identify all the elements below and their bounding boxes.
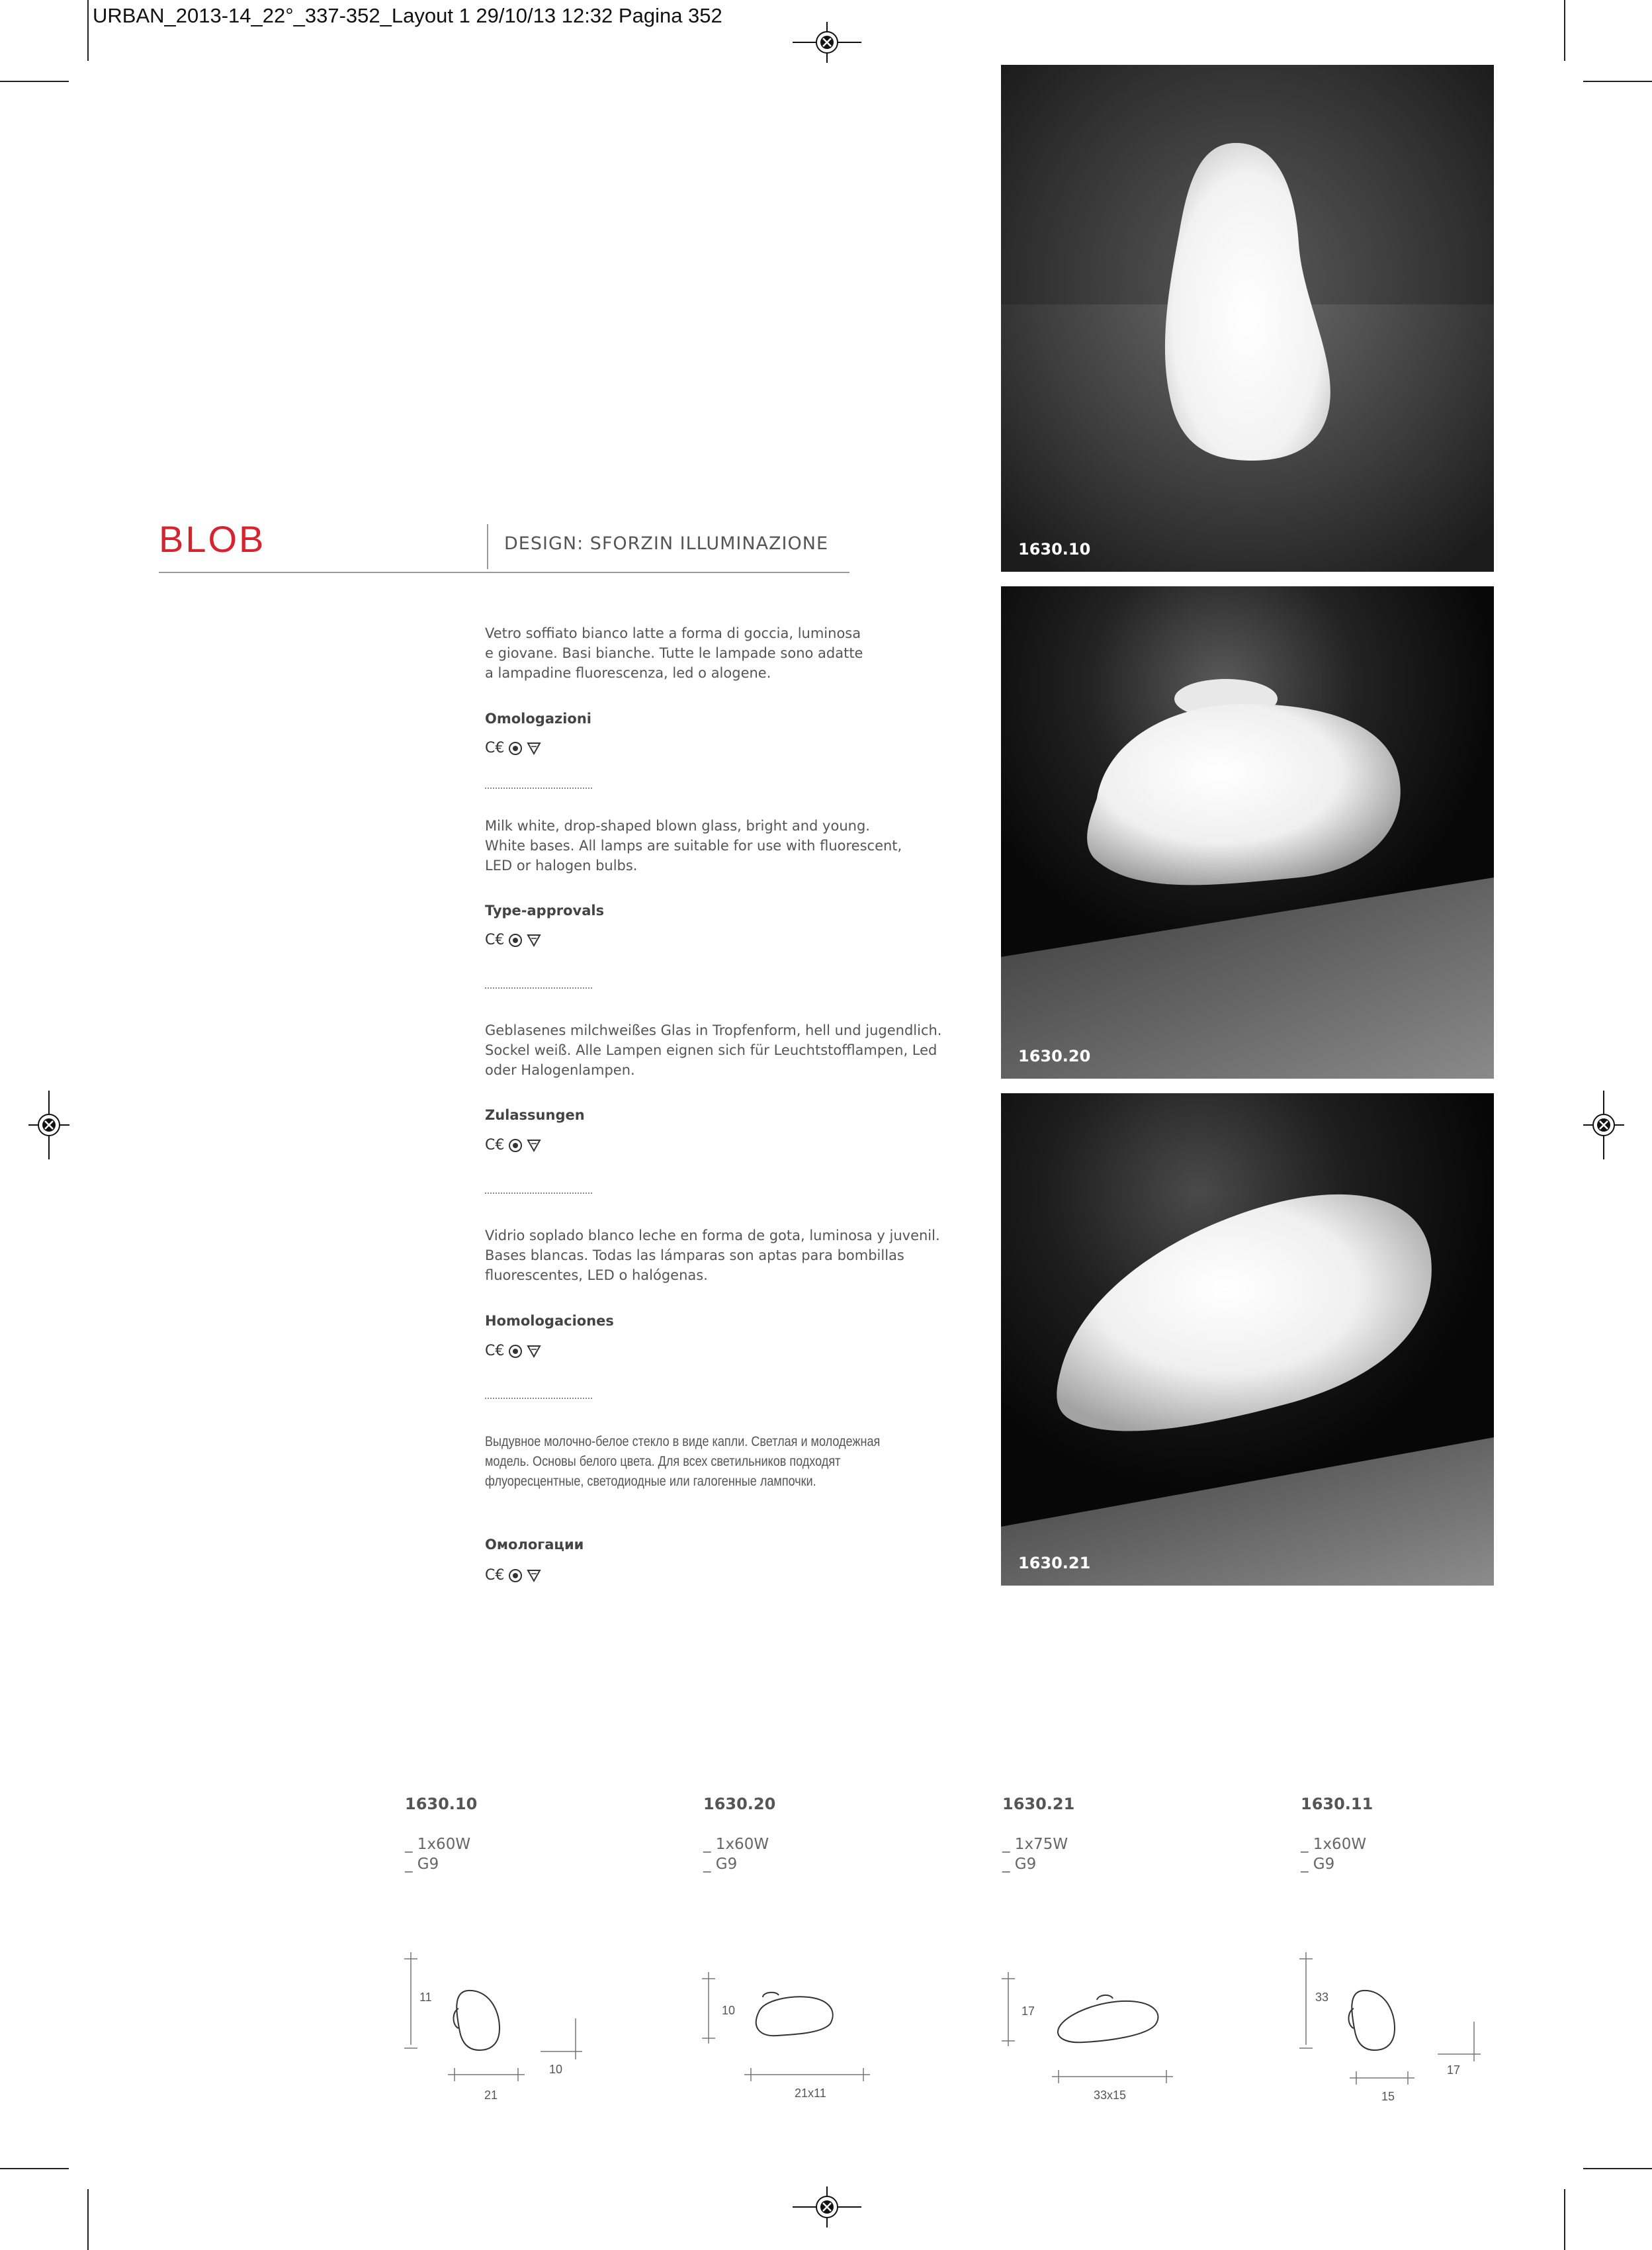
ce-mark-icon: C€ [485, 1343, 505, 1359]
header-rule [159, 572, 849, 573]
dim-height: 11 [419, 1991, 432, 2004]
spec-socket: _ G9 [703, 1856, 738, 1873]
description-en: Milk white, drop-shaped blown glass, bright and young. White bases. All lamps are suitable for use with fluorescent, LED or halogen bulbs. [485, 818, 902, 874]
spec-power: _ 1x60W [703, 1836, 769, 1853]
product-title: BLOB [159, 518, 266, 560]
ce-mark-icon: C€ [485, 1137, 505, 1153]
dim-width: 15 [1381, 2090, 1395, 2103]
header-divider [487, 524, 488, 569]
safety-mark-icon [508, 1138, 523, 1153]
dimension-drawing-1630-20 [698, 1959, 890, 2098]
certification-marks-en [485, 932, 541, 948]
spec-socket: _ G9 [405, 1856, 439, 1873]
safety-mark-icon [508, 1568, 523, 1583]
dim-depth: 10 [549, 2063, 563, 2076]
dim-width: 21x11 [795, 2087, 826, 2100]
ce-mark-icon: C€ [485, 932, 505, 948]
certification-marks-ru [485, 1567, 541, 1584]
dim-height: 33 [1315, 1991, 1329, 2004]
triangle-mark-icon [527, 1344, 541, 1359]
registration-mark-bottom-icon [793, 2186, 861, 2228]
printer-slug: URBAN_2013-14_22°_337-352_Layout 1 29/10/13 12:32 Pagina 352 [93, 4, 722, 27]
certification-marks-es [485, 1343, 541, 1359]
spec-code-1630-11: 1630.11 [1301, 1795, 1373, 1813]
dimension-drawing-1630-21 [998, 1959, 1190, 2098]
safety-mark-icon [508, 1344, 523, 1359]
description-ru: Выдувное молочно-белое стекло в виде капли. Светлая и молодежная модель. Основы белого цвета. Для всех светильников подходят флуоресцентные, светодиодные или галогенные лампочки. [485, 1434, 881, 1489]
section-separator [485, 1192, 592, 1194]
safety-mark-icon [508, 741, 523, 756]
registration-mark-right-icon [1583, 1091, 1624, 1159]
section-separator [485, 1398, 592, 1399]
triangle-mark-icon [527, 741, 541, 756]
dim-height: 10 [722, 2004, 736, 2017]
photo-code: 1630.21 [1018, 1554, 1091, 1572]
approvals-heading-de: Zulassungen [485, 1107, 585, 1123]
triangle-mark-icon [527, 1138, 541, 1153]
spec-power: _ 1x60W [1301, 1836, 1367, 1853]
spec-socket: _ G9 [1002, 1856, 1037, 1873]
ce-mark-icon: C€ [485, 740, 505, 756]
designer-credit: DESIGN: SFORZIN ILLUMINAZIONE [504, 533, 829, 554]
ce-mark-icon: C€ [485, 1567, 505, 1584]
triangle-mark-icon [527, 1568, 541, 1583]
photo-code: 1630.10 [1018, 540, 1091, 559]
dim-width: 21 [484, 2089, 498, 2102]
dimension-drawing-1630-10 [400, 1946, 592, 2098]
description-es: Vidrio soplado blanco leche en forma de gota, luminosa y juvenil. Bases blancas. Todas las lámparas son aptas para bombillas fluorescentes, LED o halógenas. [485, 1228, 940, 1283]
certification-marks-de [485, 1137, 541, 1153]
registration-mark-left-icon [28, 1091, 69, 1159]
triangle-mark-icon [527, 933, 541, 948]
approvals-heading-ru: Омологации [485, 1537, 584, 1552]
approvals-heading-it: Omologazioni [485, 711, 591, 727]
spec-code-1630-20: 1630.20 [703, 1795, 776, 1813]
section-separator [485, 987, 592, 989]
section-separator [485, 788, 592, 789]
approvals-heading-en: Type-approvals [485, 903, 605, 919]
spec-code-1630-10: 1630.10 [405, 1795, 478, 1813]
product-photo-1630-21 [1001, 1093, 1494, 1586]
product-photo-1630-20 [1001, 586, 1494, 1079]
dim-width: 33x15 [1094, 2089, 1127, 2102]
product-photo-1630-10 [1001, 65, 1494, 572]
photo-code: 1630.20 [1018, 1047, 1091, 1065]
certification-marks-it [485, 740, 541, 756]
dim-depth: 17 [1447, 2063, 1461, 2077]
description-it: Vetro soffiato bianco latte a forma di goccia, luminosa e giovane. Basi bianche. Tutte le lampade sono adatte a lampadine fluorescenza, led o alogene. [485, 625, 863, 681]
approvals-heading-es: Homologaciones [485, 1313, 614, 1329]
spec-power: _ 1x75W [1002, 1836, 1068, 1853]
spec-socket: _ G9 [1301, 1856, 1335, 1873]
dim-height: 17 [1022, 2004, 1035, 2018]
spec-code-1630-21: 1630.21 [1002, 1795, 1075, 1813]
safety-mark-icon [508, 933, 523, 948]
spec-power: _ 1x60W [405, 1836, 471, 1853]
description-de: Geblasenes milchweißes Glas in Tropfenform, hell und jugendlich. Sockel weiß. Alle Lampen eignen sich für Leuchtstofflampen, Led oder Halogenlampen. [485, 1022, 942, 1078]
registration-mark-top-icon [793, 22, 861, 63]
